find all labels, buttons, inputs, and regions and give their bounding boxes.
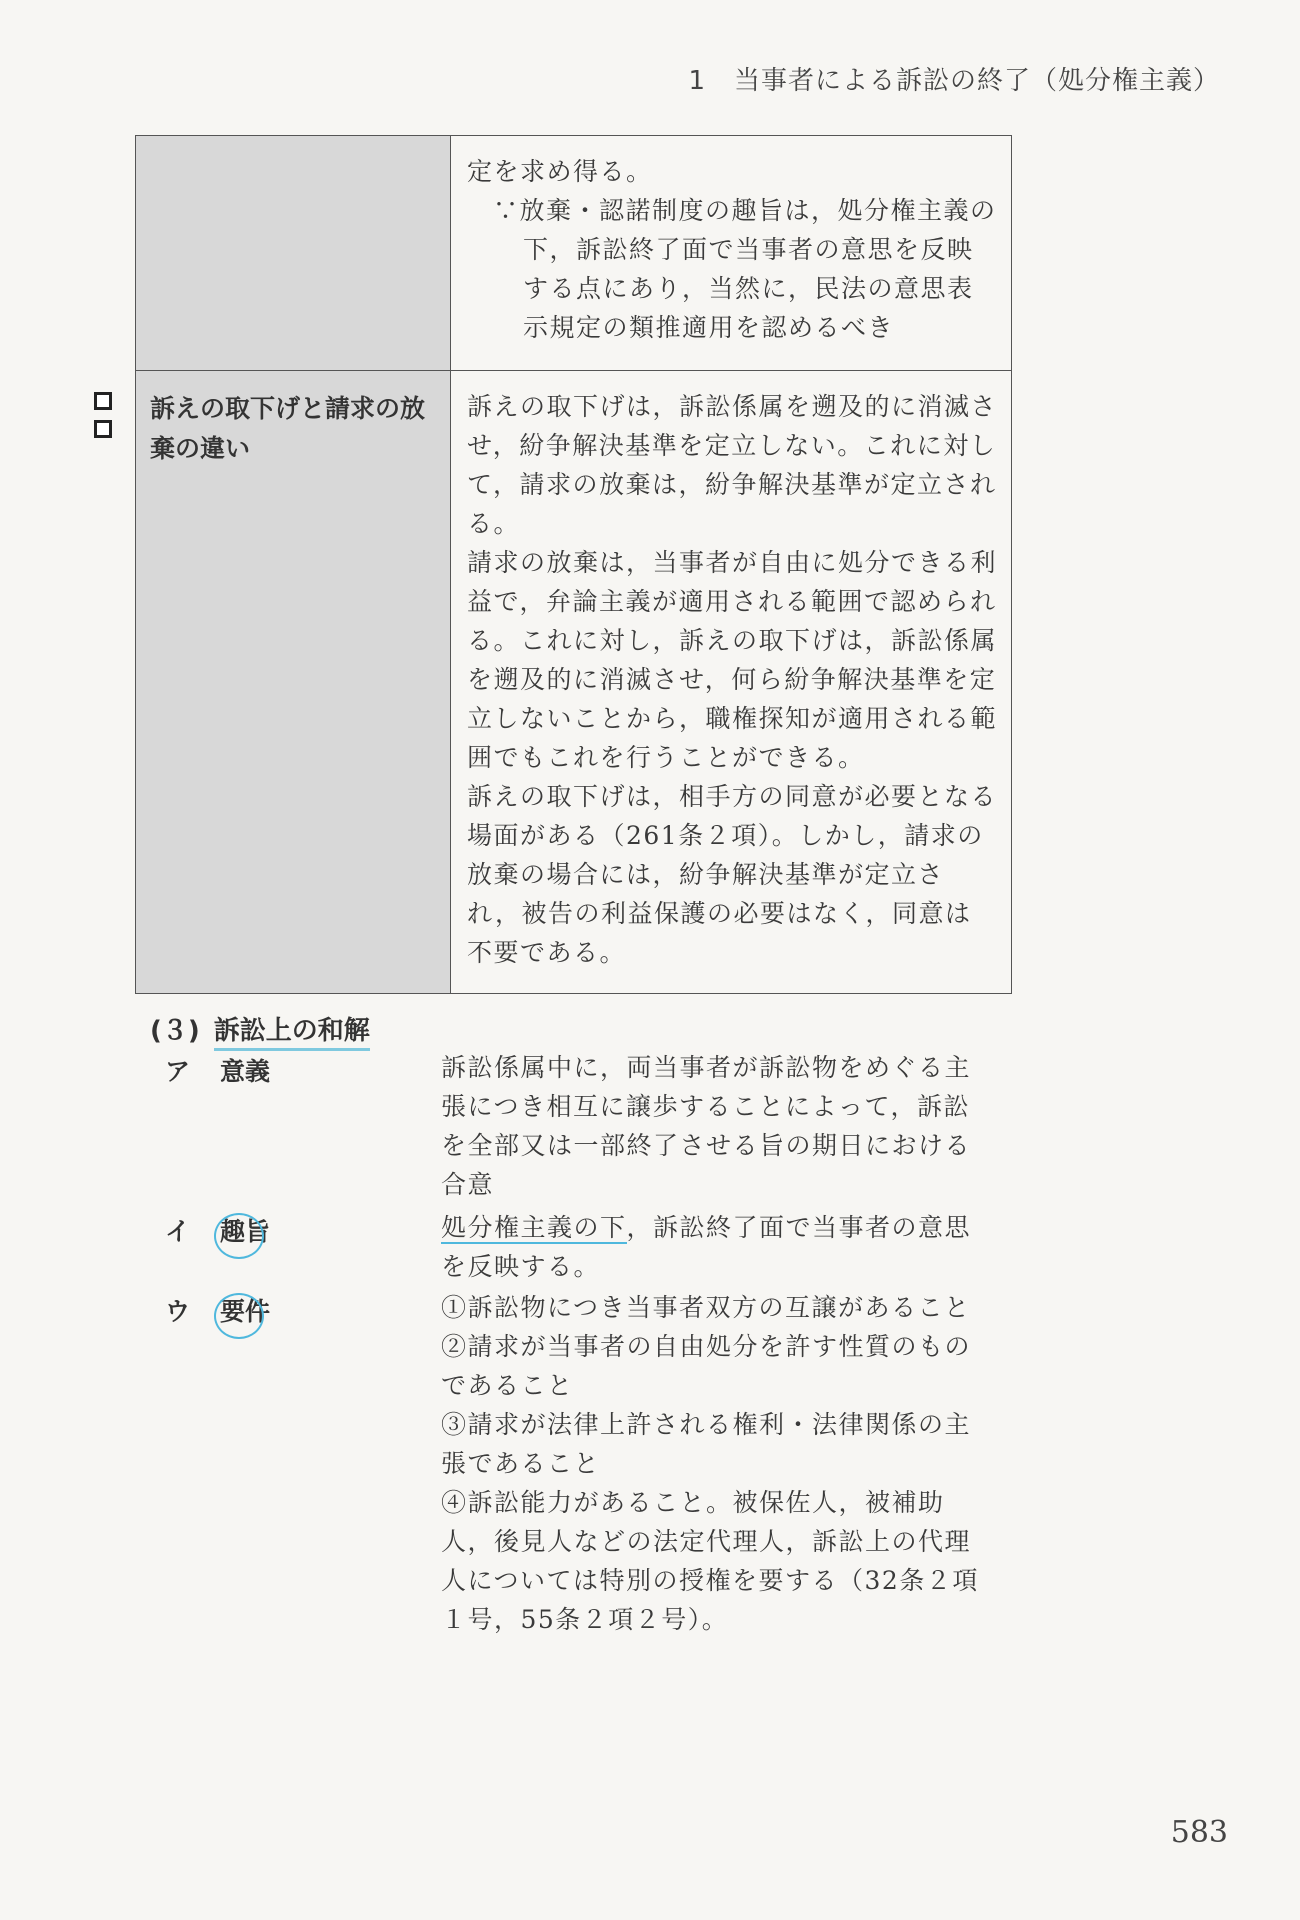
review-checkbox-2[interactable]: [94, 420, 112, 438]
list-item: ①訴訟物につき当事者双方の互譲があること: [441, 1293, 971, 1322]
item-key-label: 意義: [220, 1057, 271, 1086]
table-label-cell: [136, 136, 451, 371]
item-mark: ウ: [165, 1297, 191, 1326]
chapter-number: 1: [688, 66, 706, 96]
item-mark: ア: [165, 1057, 191, 1086]
table-row: [136, 371, 1012, 994]
item-text-rest: ，訴訟終了面で当事者の意思を反映する。: [441, 1213, 972, 1281]
page-number: 583: [1170, 1815, 1228, 1850]
table-label-cell: 訴えの取下げと請求の放棄の違い: [136, 371, 451, 994]
table-body-cell: [451, 136, 1012, 371]
item-text: [441, 1208, 996, 1286]
requirements-list: [441, 1288, 996, 1639]
list-item: ③請求が法律上許される権利・法律関係の主張であること: [441, 1410, 972, 1478]
section-heading: [150, 1010, 370, 1047]
item-key-label: 要件: [220, 1297, 271, 1326]
chapter-title: 当事者による訴訟の終了（処分権主義）: [733, 66, 1220, 96]
reason-text: ∵放棄・認諾制度の趣旨は，処分権主義の下，訴訟終了面で当事者の意思を反映する点にあり，当然に，民法の意思表示規定の類推適用を認めるべき: [493, 196, 997, 342]
item-key: [165, 1212, 270, 1248]
list-item: ②請求が当事者の自由処分を許す性質のものであること: [441, 1332, 972, 1400]
table-body-cell: [451, 371, 1012, 994]
item-key-label: 趣旨: [220, 1217, 271, 1246]
table-row: [136, 136, 1012, 371]
section-number: (３): [150, 1016, 200, 1046]
section-title: 訴訟上の和解: [214, 1016, 370, 1051]
body-paragraph: 訴えの取下げは，相手方の同意が必要となる場面がある（261条２項）。しかし，請求の放棄の場合には，紛争解決基準が定立され，被告の利益保護の必要はなく，同意は不要である。: [467, 782, 998, 967]
item-text: 訴訟係属中に，両当事者が訴訟物をめぐる主張につき相互に譲歩することによって，訴訟を全部又は一部終了させる旨の期日における合意: [441, 1053, 972, 1199]
body-paragraph: 請求の放棄は，当事者が自由に処分できる利益で，弁論主義が適用される範囲で認められる。これに対し，訴えの取下げは，訴訟係属を遡及的に消滅させ，何ら紛争解決基準を定立しないことから，職権探知が適用される範囲でもこれを行うことができる。: [467, 548, 998, 772]
checkbox-group: [94, 392, 114, 448]
comparison-table: [135, 135, 1012, 994]
running-header: [688, 60, 1220, 97]
body-text: 定を求め得る。: [467, 157, 653, 186]
review-checkbox-1[interactable]: [94, 392, 112, 410]
highlighted-text: 処分権主義の下: [441, 1213, 627, 1242]
list-item: ④訴訟能力があること。被保佐人，被補助人，後見人などの法定代理人，訴訟上の代理人については特別の授権を要する（32条２項１号，55条２項２号）。: [441, 1488, 979, 1634]
item-key: [165, 1292, 270, 1328]
body-paragraph: 訴えの取下げは，訴訟係属を遡及的に消滅させ，紛争解決基準を定立しない。これに対して，請求の放棄は，紛争解決基準が定立される。: [467, 392, 998, 538]
item-mark: イ: [165, 1217, 191, 1246]
item-key: [165, 1052, 270, 1088]
